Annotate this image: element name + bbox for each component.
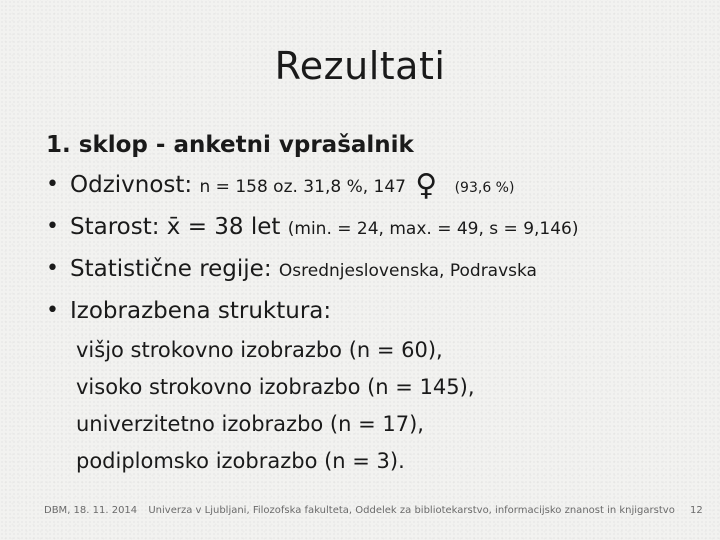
regije-values: Osrednjeslovenska, Podravska bbox=[278, 261, 537, 281]
izobrazba-label: Izobrazbena struktura: bbox=[70, 298, 332, 324]
bullet-dot: • bbox=[46, 256, 59, 281]
bullet-dot: • bbox=[46, 172, 59, 197]
regije-label: Statistične regije: bbox=[70, 256, 272, 282]
education-item: višjo strokovno izobrazbo (n = 60), bbox=[76, 338, 443, 362]
section-heading: 1. sklop - anketni vprašalnik bbox=[46, 132, 414, 158]
slide-content bbox=[46, 126, 706, 480]
slide-title: Rezultati bbox=[274, 44, 446, 88]
female-symbol: ♀ bbox=[415, 168, 438, 203]
starost-values: x̄ = 38 let bbox=[166, 214, 281, 240]
page-number: 12 bbox=[690, 505, 703, 516]
bullet-odzivnost bbox=[46, 164, 706, 206]
footer-date: DBM, 18. 11. 2014 bbox=[44, 505, 138, 516]
footer-institution: Univerza v Ljubljani, Filozofska fakulteta, Oddelek za bibliotekarstvo, informacijsko znanost in knjigarstvo bbox=[148, 505, 675, 516]
starost-details: (min. = 24, max. = 49, s = 9,146) bbox=[287, 219, 579, 239]
bullet-izobrazba bbox=[46, 290, 706, 332]
odzivnost-percent: (93,6 %) bbox=[454, 180, 515, 196]
slide-footer bbox=[44, 505, 703, 516]
bullet-regije bbox=[46, 248, 706, 290]
bullet-starost bbox=[46, 206, 706, 248]
odzivnost-label: Odzivnost: bbox=[70, 172, 193, 198]
bullet-list bbox=[46, 164, 706, 332]
starost-label: Starost: bbox=[70, 214, 160, 240]
education-list bbox=[46, 332, 706, 480]
bullet-dot: • bbox=[46, 298, 59, 323]
odzivnost-values: n = 158 oz. 31,8 %, 147 bbox=[199, 177, 406, 197]
education-item: podiplomsko izobrazbo (n = 3). bbox=[76, 449, 405, 473]
education-item: visoko strokovno izobrazbo (n = 145), bbox=[76, 375, 475, 399]
education-item: univerzitetno izobrazbo (n = 17), bbox=[76, 412, 424, 436]
bullet-dot: • bbox=[46, 214, 59, 239]
